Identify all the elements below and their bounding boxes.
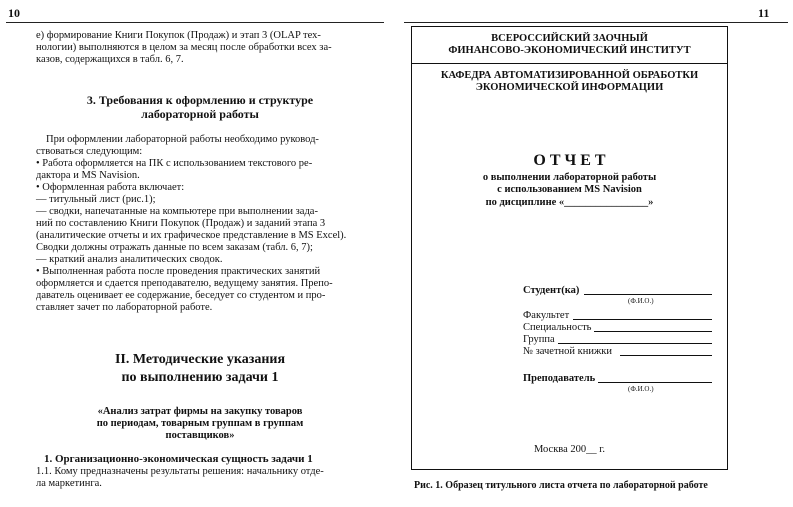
body-line: оформляется и сдается преподавателю, ведущему занятия. Препо- [36,278,333,289]
field-line [573,319,712,320]
department-name: КАФЕДРА АВТОМАТИЗИРОВАННОЙ ОБРАБОТКИ [440,70,699,81]
city-year: Москва 200__ г. [533,444,606,455]
body-line: — сводки, напечатанные на компьютере при выполнении зада- [36,206,318,217]
fio-hint: (Ф.И.О.) [628,297,654,305]
field-label: Специальность [523,322,592,333]
report-subtitle: о выполнении лабораторной работы [482,172,657,183]
body-line: 1.1. Кому предназначены результаты решения: начальнику отде- [36,466,324,477]
intro-line: нологии) выполняются в целом за месяц после обработки всех за- [36,42,332,53]
body-line: ставляет зачет по лабораторной работе. [36,302,213,313]
field-line [558,343,712,344]
report-title: О Т Ч Е Т [533,152,606,169]
header-rule [404,22,788,23]
student-line [584,294,712,295]
teacher-line [598,382,712,383]
fio-hint: (Ф.И.О.) [628,385,654,393]
field-label: Факультет [523,310,570,321]
figure-caption: Рис. 1. Образец титульного листа отчета по лабораторной работе [414,480,708,491]
frame-divider [411,63,728,64]
body-line: дактора и MS Navision. [36,170,140,181]
field-line [620,355,712,356]
subsection-title: 1. Организационно-экономическая сущность задачи 1 [44,453,313,465]
student-label: Студент(ка) [523,285,580,296]
institute-name: ВСЕРОССИЙСКИЙ ЗАОЧНЫЙ [491,33,648,44]
body-line: • Работа оформляется на ПК с использованием текстового ре- [36,158,313,169]
institute-name: ФИНАНСОВО-ЭКОНОМИЧЕСКИЙ ИНСТИТУТ [448,45,691,56]
quote-title: поставщиков» [165,430,235,441]
teacher-label: Преподаватель [523,373,596,384]
report-subtitle: с использованием MS Navision [497,184,642,195]
section-title: лабораторной работы [141,107,259,121]
field-label: Группа [523,334,555,345]
body-line: При оформлении лабораторной работы необходимо руковод- [46,134,319,145]
body-line: • Оформленная работа включает: [36,182,185,193]
report-subtitle: по дисциплине «________________» [485,197,654,208]
body-line: ла маркетинга. [36,478,102,489]
body-line: Сводки должны отражать данные по всем заказам (табл. 6, 7); [36,242,313,253]
header-rule [6,22,384,23]
section-title: 3. Требования к оформлению и структуре [86,93,314,107]
intro-line: казов, содержащихся в табл. 6, 7. [36,54,184,65]
field-label: № зачетной книжки [523,346,612,357]
body-line: (аналитические отчеты и их графическое представление в MS Excel). [36,230,347,241]
body-line: ний по составлению Книги Покупок (Продаж) и заданий этапа 3 [36,218,326,229]
chapter-title: по выполнению задачи 1 [121,370,279,385]
page-number: 11 [758,6,770,20]
left-page [0,0,396,507]
body-line: — титульный лист (рис.1); [36,194,156,205]
body-line: — краткий анализ аналитических сводок. [36,254,223,265]
intro-line: е) формирование Книги Покупок (Продаж) и этап 3 (OLAP тех- [36,30,321,41]
quote-title: по периодам, товарным группам в группам [96,418,304,429]
chapter-title: II. Методические указания [114,352,286,367]
right-page [398,0,793,507]
quote-title: «Анализ затрат фирмы на закупку товаров [97,406,303,417]
body-line: даватель оценивает ее содержание, беседует со студентом и про- [36,290,326,301]
department-name: ЭКОНОМИЧЕСКОЙ ИНФОРМАЦИИ [475,82,664,93]
page-number: 10 [8,6,20,20]
field-line [594,331,712,332]
body-line: ствоваться следующим: [36,146,143,157]
body-line: • Выполненная работа после проведения практических занятий [36,266,321,277]
